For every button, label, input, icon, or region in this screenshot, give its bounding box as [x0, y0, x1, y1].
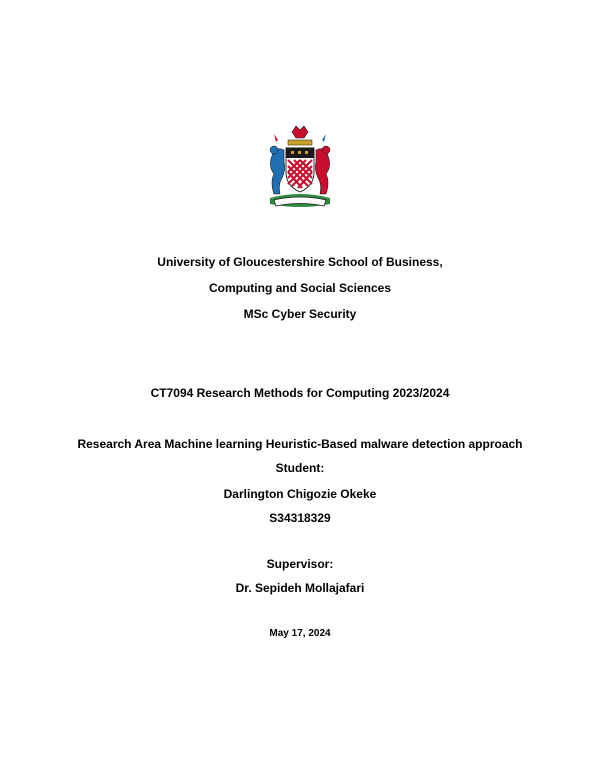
supervisor-name: Dr. Sepideh Mollajafari	[235, 581, 365, 595]
supervisor-label: Supervisor:	[266, 557, 334, 571]
student-label: Student:	[275, 461, 325, 475]
university-coat-of-arms-icon	[252, 120, 348, 216]
student-id: S34318329	[269, 511, 331, 525]
student-name: Darlington Chigozie Okeke	[223, 487, 377, 501]
submission-date: May 17, 2024	[269, 628, 331, 639]
research-area: Research Area Machine learning Heuristic-Based malware detection approach	[77, 437, 523, 451]
university-name-line-1: University of Gloucestershire School of Business,	[157, 255, 443, 269]
university-name-line-2: Computing and Social Sciences	[208, 281, 392, 295]
module-title: CT7094 Research Methods for Computing 2023/2024	[150, 386, 450, 400]
programme-name: MSc Cyber Security	[243, 307, 357, 321]
